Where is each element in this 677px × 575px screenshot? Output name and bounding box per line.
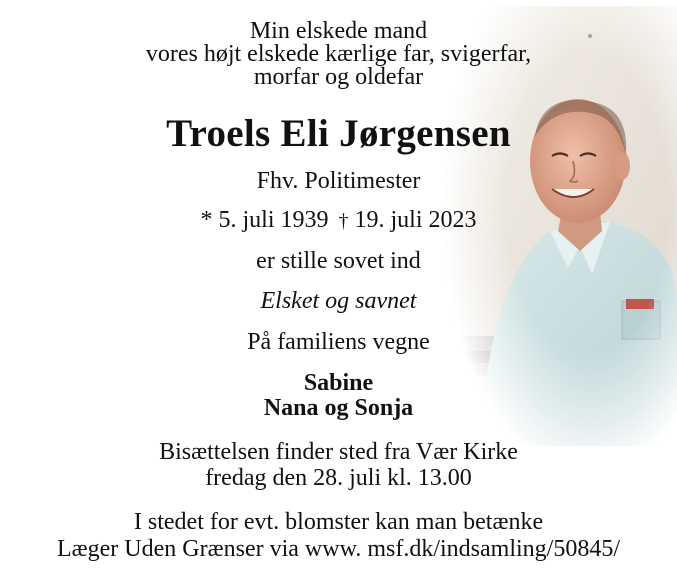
funeral-line-1: Bisættelsen finder sted fra Vær Kirke (159, 439, 518, 465)
intro-line-1: Min elskede mand (249, 18, 428, 44)
death-date: 19. juli 2023 (354, 207, 477, 233)
life-dates (0, 208, 677, 232)
missed-text: Elsket og savnet (260, 288, 417, 314)
signatory-line-2: Nana og Sonja (263, 395, 414, 421)
intro-line-3: morfar og oldefar (253, 64, 424, 90)
deceased-name: Troels Eli Jørgensen (166, 112, 511, 155)
birth-date: 5. juli 1939 (218, 207, 329, 233)
birth-symbol: * (200, 207, 213, 233)
death-cross-symbol: † (338, 210, 349, 232)
on-behalf-text: På familiens vegne (247, 329, 430, 355)
signatory-line-1: Sabine (303, 370, 374, 396)
donation-line-2: Læger Uden Grænser via www. msf.dk/indsamling/50845/ (56, 536, 621, 562)
intro-line-2: vores højt elskede kærlige far, svigerfar, (145, 41, 532, 67)
deceased-title: Fhv. Politimester (256, 168, 421, 194)
passing-text: er stille sovet ind (256, 248, 421, 274)
donation-line-1: I stedet for evt. blomster kan man betænke (133, 509, 544, 535)
funeral-line-2: fredag den 28. juli kl. 13.00 (205, 465, 472, 491)
